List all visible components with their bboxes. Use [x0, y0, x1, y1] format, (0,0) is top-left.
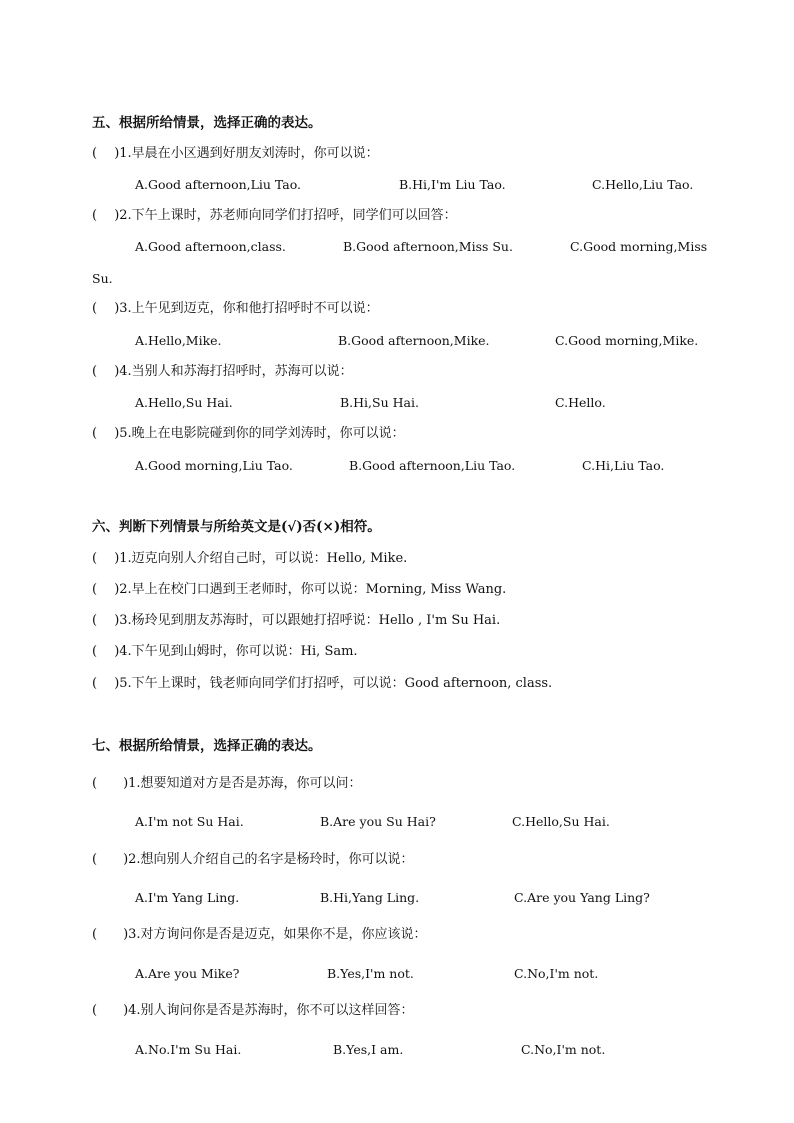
s5-q1-option-a: A.Good afternoon,Liu Tao.	[135, 177, 302, 192]
s7-q1-option-a: A.I'm not Su Hai.	[135, 814, 244, 829]
s5-q3-option-b: B.Good afternoon,Mike.	[338, 333, 490, 348]
s5-q2-option-c-continued: Su.	[92, 271, 113, 286]
section-5-title: 五、根据所给情景，选择正确的表达。	[92, 115, 322, 131]
s6-q3: ( )3.杨玲见到朋友苏海时，可以跟她打招呼说：Hello , I'm Su Hai.	[92, 613, 501, 628]
section-7-title: 七、根据所给情景，选择正确的表达。	[92, 738, 322, 754]
section-6-title: 六、判断下列情景与所给英文是(√)否(×)相符。	[92, 519, 381, 535]
s7-q2-option-c: C.Are you Yang Ling?	[514, 890, 650, 905]
s5-q1-option-b: B.Hi,I'm Liu Tao.	[399, 177, 506, 192]
s7-q3-option-a: A.Are you Mike?	[135, 966, 240, 981]
s5-q5-option-c: C.Hi,Liu Tao.	[582, 458, 665, 473]
s7-q4-option-b: B.Yes,I am.	[333, 1042, 404, 1057]
s5-q4-option-c: C.Hello.	[555, 395, 606, 410]
s7-q1-option-b: B.Are you Su Hai?	[320, 814, 436, 829]
s7-q2-option-b: B.Hi,Yang Ling.	[320, 890, 420, 905]
s7-q3-option-c: C.No,I'm not.	[514, 966, 599, 981]
s5-q5-stem: ( )5.晚上在电影院碰到你的同学刘涛时，你可以说：	[92, 426, 405, 441]
s5-q3-stem: ( )3.上午见到迈克，你和他打招呼时不可以说：	[92, 301, 379, 316]
s7-q4-option-c: C.No,I'm not.	[521, 1042, 606, 1057]
s5-q2-stem: ( )2.下午上课时，苏老师向同学们打招呼，同学们可以回答：	[92, 208, 457, 223]
s5-q2-option-c: C.Good morning,Miss	[570, 239, 708, 254]
s6-q2: ( )2.早上在校门口遇到王老师时，你可以说：Morning, Miss Wang.	[92, 582, 507, 597]
s5-q5-option-b: B.Good afternoon,Liu Tao.	[349, 458, 516, 473]
s5-q4-stem: ( )4.当别人和苏海打招呼时，苏海可以说：	[92, 364, 353, 379]
s7-q4-option-a: A.No.I'm Su Hai.	[135, 1042, 242, 1057]
s5-q1-stem: ( )1.早晨在小区遇到好朋友刘涛时，你可以说：	[92, 146, 379, 161]
s5-q1-option-c: C.Hello,Liu Tao.	[592, 177, 694, 192]
s5-q3-option-c: C.Good morning,Mike.	[555, 333, 699, 348]
s7-q3-stem: ( )3.对方询问你是否是迈克，如果你不是，你应该说：	[92, 927, 427, 942]
s6-q1: ( )1.迈克向别人介绍自己时，可以说：Hello, Mike.	[92, 551, 408, 566]
s7-q2-stem: ( )2.想向别人介绍自己的名字是杨玲时，你可以说：	[92, 852, 414, 867]
s7-q1-option-c: C.Hello,Su Hai.	[512, 814, 610, 829]
s5-q2-option-a: A.Good afternoon,class.	[135, 239, 286, 254]
s7-q4-stem: ( )4.别人询问你是否是苏海时，你不可以这样回答：	[92, 1003, 414, 1018]
s5-q2-option-b: B.Good afternoon,Miss Su.	[343, 239, 513, 254]
s5-q4-option-a: A.Hello,Su Hai.	[135, 395, 233, 410]
s5-q3-option-a: A.Hello,Mike.	[135, 333, 222, 348]
s5-q4-option-b: B.Hi,Su Hai.	[340, 395, 419, 410]
s7-q2-option-a: A.I'm Yang Ling.	[135, 890, 240, 905]
s6-q4: ( )4.下午见到山姆时，你可以说：Hi, Sam.	[92, 644, 358, 659]
s7-q3-option-b: B.Yes,I'm not.	[327, 966, 414, 981]
s5-q5-option-a: A.Good morning,Liu Tao.	[135, 458, 293, 473]
s7-q1-stem: ( )1.想要知道对方是否是苏海，你可以问：	[92, 776, 362, 791]
s6-q5: ( )5.下午上课时，钱老师向同学们打招呼，可以说：Good afternoon, class.	[92, 676, 553, 691]
